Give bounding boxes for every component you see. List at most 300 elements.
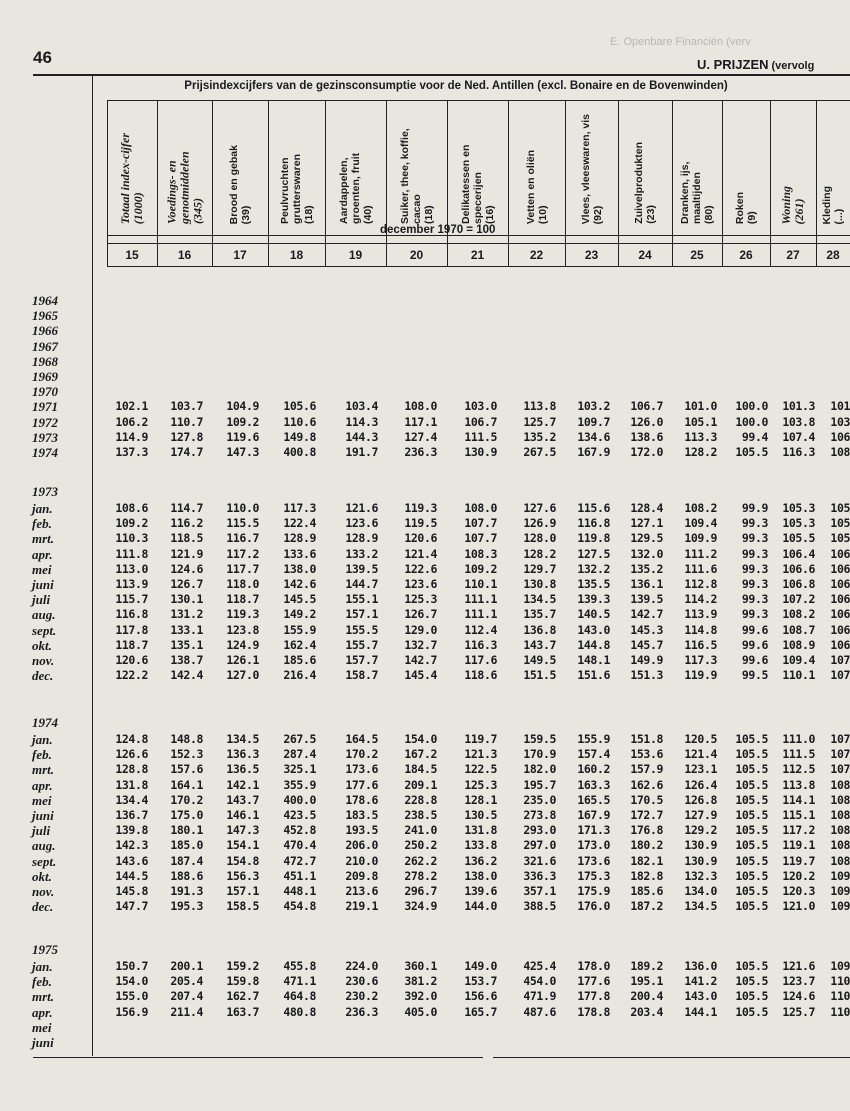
table-cell: 106 — [830, 561, 850, 576]
row-label-month: mrt. — [32, 531, 55, 547]
table-cell: 293.0 — [523, 823, 556, 838]
table-cell: 119.3 — [404, 501, 437, 515]
table-cell: 127.0 — [226, 668, 259, 683]
table-cell: 111.1 — [464, 592, 497, 607]
table-cell: 451.1 — [283, 868, 316, 883]
table-cell: 99.3 — [741, 531, 768, 546]
table-cell: 116.8 — [577, 516, 610, 531]
row-label-month: okt. — [32, 637, 52, 653]
table-cell: 105.5 — [735, 974, 768, 989]
table-cell: 99.6 — [741, 637, 768, 652]
column-header-weight: (39) — [240, 205, 252, 224]
table-cell: 114.3 — [345, 414, 378, 429]
table-cell: 110.3 — [115, 531, 148, 546]
table-cell: 105.5 — [735, 747, 768, 762]
table-cell: 182.1 — [630, 853, 663, 868]
table-cell: 119.9 — [684, 668, 717, 683]
table-cell: 132.7 — [404, 637, 437, 652]
table-cell: 144.3 — [345, 429, 378, 444]
table-cell: 100.0 — [735, 414, 768, 429]
table-cell: 144.7 — [345, 577, 378, 591]
table-cell: 117.6 — [464, 653, 497, 667]
table-cell: 136.1 — [630, 577, 663, 591]
table-cell: 423.5 — [283, 808, 316, 822]
table-cell: 487.6 — [523, 1004, 556, 1019]
table-cell: 116.8 — [115, 607, 148, 622]
table-cell: 236.3 — [345, 1004, 378, 1019]
table-cell: 142.3 — [115, 838, 148, 853]
table-cell: 128.8 — [115, 762, 148, 777]
table-cell: 120.6 — [115, 653, 148, 667]
column-header-label: Woning — [779, 185, 793, 224]
table-cell: 118.0 — [226, 577, 259, 591]
row-label-month: feb. — [32, 974, 52, 990]
table-cell: 125.3 — [404, 592, 437, 607]
section-title — [697, 57, 814, 72]
table-cell: 105.5 — [735, 792, 768, 807]
table-cell: 191.7 — [345, 445, 378, 459]
table-cell: 113.8 — [523, 399, 556, 414]
column-header-label: Vetten en oliën — [524, 149, 537, 224]
table-cell: 145.7 — [630, 637, 663, 652]
table-cell: 135.2 — [523, 429, 556, 444]
row-label-month: juni — [32, 577, 54, 592]
table-cell: 162.7 — [226, 989, 259, 1004]
table-cell: 267.5 — [523, 445, 556, 459]
table-cell: 105.5 — [735, 838, 768, 853]
table-cell: 135.5 — [577, 577, 610, 591]
table-cell: 180.1 — [170, 823, 203, 838]
table-cell: 117.2 — [782, 823, 815, 838]
table-cell: 207.4 — [170, 989, 203, 1004]
table-cell: 464.8 — [283, 989, 316, 1004]
table-cell: 108 — [830, 445, 850, 459]
table-cell: 262.2 — [404, 853, 437, 868]
table-cell: 117.2 — [226, 546, 259, 561]
table-cell: 107 — [830, 732, 850, 746]
table-cell: 124.8 — [115, 732, 148, 746]
table-cell: 143.7 — [226, 792, 259, 807]
table-cell: 126.9 — [523, 516, 556, 531]
table-cell: 105.5 — [735, 777, 768, 792]
table-cell: 133.1 — [170, 622, 203, 637]
table-cell: 103.7 — [170, 399, 203, 414]
row-label-month: juli — [32, 592, 51, 608]
table-cell: 144.0 — [464, 899, 497, 914]
table-cell: 105 — [830, 516, 850, 531]
table-cell: 109 — [830, 868, 850, 883]
table-cell: 157.7 — [345, 653, 378, 667]
table-cell: 114.9 — [115, 429, 148, 444]
table-cell: 120.5 — [684, 732, 717, 746]
table-cell: 110.1 — [464, 577, 497, 591]
column-header-label: Suiker, thee, koffie, cacao — [398, 128, 423, 224]
column-number: 21 — [470, 248, 485, 262]
table-cell: 132.0 — [630, 546, 663, 561]
table-cell: 452.8 — [283, 823, 316, 838]
table-cell: 136.3 — [226, 747, 259, 762]
table-cell: 324.9 — [404, 899, 437, 914]
table-cell: 180.2 — [630, 838, 663, 853]
table-cell: 170.5 — [630, 792, 663, 807]
column-header — [722, 110, 770, 230]
table-cell: 99.3 — [741, 607, 768, 622]
table-cell: 107.4 — [782, 429, 815, 444]
table-cell: 110.6 — [283, 414, 316, 429]
table-cell: 113.9 — [684, 607, 717, 622]
column-number: 18 — [289, 248, 304, 262]
table-cell: 115.5 — [226, 516, 259, 531]
table-cell: 219.1 — [345, 899, 378, 914]
table-cell: 165.5 — [577, 792, 610, 807]
table-cell: 325.1 — [283, 762, 316, 777]
table-cell: 119.8 — [577, 531, 610, 546]
table-cell: 278.2 — [404, 868, 437, 883]
table-cell: 200.1 — [170, 959, 203, 973]
table-cell: 360.1 — [404, 959, 437, 973]
table-cell: 155.0 — [115, 989, 148, 1004]
table-cell: 236.3 — [404, 445, 437, 459]
row-label-month: feb. — [32, 516, 52, 532]
table-cell: 135.7 — [523, 607, 556, 622]
table-cell: 175.3 — [577, 868, 610, 883]
table-cell: 128.2 — [684, 445, 717, 459]
table-cell: 119.7 — [782, 853, 815, 868]
table-cell: 125.3 — [464, 777, 497, 792]
table-cell: 129.2 — [684, 823, 717, 838]
table-cell: 105.5 — [735, 959, 768, 973]
table-cell: 287.4 — [283, 747, 316, 762]
table-cell: 118.7 — [226, 592, 259, 607]
table-cell: 106 — [830, 546, 850, 561]
table-cell: 133.6 — [283, 546, 316, 561]
table-cell: 480.8 — [283, 1004, 316, 1019]
table-cell: 107.7 — [464, 531, 497, 546]
table-cell: 388.5 — [523, 899, 556, 914]
table-cell: 203.4 — [630, 1004, 663, 1019]
row-label-month: jan. — [32, 732, 53, 747]
table-cell: 108 — [830, 838, 850, 853]
table-cell: 108 — [830, 853, 850, 868]
table-cell: 117.3 — [684, 653, 717, 667]
table-cell: 99.3 — [741, 592, 768, 607]
row-label-month: mei — [32, 1019, 52, 1035]
table-cell: 105.5 — [735, 884, 768, 898]
table-cell: 138.6 — [630, 429, 663, 444]
table-cell: 130.5 — [464, 808, 497, 822]
table-cell: 143.6 — [115, 853, 148, 868]
row-label-month: mei — [32, 792, 52, 808]
table-cell: 122.4 — [283, 516, 316, 531]
row-label-month: jan. — [32, 501, 53, 516]
table-cell: 106 — [830, 429, 850, 444]
table-cell: 425.4 — [523, 959, 556, 973]
table-cell: 110.1 — [782, 668, 815, 683]
table-cell: 121.3 — [464, 747, 497, 762]
table-cell: 184.5 — [404, 762, 437, 777]
column-header — [386, 110, 447, 230]
table-cell: 144.8 — [577, 637, 610, 652]
table-cell: 228.8 — [404, 792, 437, 807]
column-header-weight: (18) — [302, 205, 315, 224]
table-cell: 142.7 — [630, 607, 663, 622]
table-cell: 128.2 — [523, 546, 556, 561]
table-cell: 142.7 — [404, 653, 437, 667]
table-cell: 105.5 — [735, 808, 768, 822]
table-cell: 112.4 — [464, 622, 497, 637]
table-cell: 136.0 — [684, 959, 717, 973]
table-cell: 159.5 — [523, 732, 556, 746]
table-cell: 454.8 — [283, 899, 316, 914]
table-cell: 101.0 — [684, 399, 717, 414]
section-title-main: U. PRIJZEN — [697, 57, 769, 72]
table-cell: 105 — [830, 501, 850, 515]
table-cell: 154.0 — [404, 732, 437, 746]
table-cell: 164.1 — [170, 777, 203, 792]
top-rule — [33, 74, 850, 76]
table-cell: 471.9 — [523, 989, 556, 1004]
table-cell: 103 — [830, 414, 850, 429]
table-cell: 134.0 — [684, 884, 717, 898]
row-label-month: nov. — [32, 653, 55, 668]
table-cell: 123.6 — [345, 516, 378, 531]
table-cell: 105.5 — [735, 762, 768, 777]
table-cell: 157.4 — [577, 747, 610, 762]
table-title: Prijsindexcijfers van de gezinsconsumptie voor de Ned. Antillen (excl. Bonaire en de Bovenwinden) — [184, 80, 728, 92]
table-cell: 176.0 — [577, 899, 610, 914]
column-header-label: Zuivelprodukten — [633, 142, 645, 224]
table-cell: 145.8 — [115, 884, 148, 898]
column-header-weight: (80) — [703, 205, 715, 224]
table-cell: 123.8 — [226, 622, 259, 637]
table-cell: 170.2 — [170, 792, 203, 807]
table-cell: 153.6 — [630, 747, 663, 762]
section-title-sub: (vervolg — [771, 60, 815, 72]
column-number: 26 — [739, 248, 753, 262]
table-cell: 157.1 — [345, 607, 378, 622]
table-cell: 104.9 — [226, 399, 259, 414]
table-cell: 392.0 — [404, 989, 437, 1004]
table-cell: 106.6 — [782, 561, 815, 576]
table-cell: 138.7 — [170, 653, 203, 667]
table-cell: 107.2 — [782, 592, 815, 607]
table-cell: 121.4 — [684, 747, 717, 762]
column-header-label: Peulvruchten grutterswaren — [278, 153, 303, 224]
table-cell: 224.0 — [345, 959, 378, 973]
table-cell: 105.5 — [735, 445, 768, 459]
table-cell: 108.7 — [782, 622, 815, 637]
row-label-month: sept. — [32, 622, 57, 638]
table-cell: 143.7 — [523, 637, 556, 652]
page-number: 46 — [33, 48, 52, 67]
column-header — [508, 110, 565, 230]
table-cell: 116.7 — [226, 531, 259, 546]
table-cell: 115.7 — [115, 592, 148, 607]
table-cell: 185.6 — [630, 884, 663, 898]
column-header — [212, 110, 268, 230]
column-number: 16 — [177, 248, 192, 262]
base-label: december 1970 = 100 — [380, 224, 496, 236]
table-cell: 209.1 — [404, 777, 437, 792]
column-header — [268, 110, 325, 230]
table-cell: 109.2 — [115, 516, 148, 531]
column-header-label: Roken — [734, 191, 746, 224]
table-cell: 122.5 — [464, 762, 497, 777]
table-cell: 99.5 — [741, 668, 768, 683]
table-cell: 118.7 — [115, 637, 148, 652]
table-cell: 143.0 — [684, 989, 717, 1004]
table-cell: 132.3 — [684, 868, 717, 883]
table-cell: 105.5 — [735, 732, 768, 746]
table-cell: 106.4 — [782, 546, 815, 561]
bottom-rule-left — [33, 1057, 483, 1058]
table-cell: 167.9 — [577, 445, 610, 459]
table-cell: 105.5 — [782, 531, 815, 546]
table-cell: 128.1 — [464, 792, 497, 807]
table-cell: 167.2 — [404, 747, 437, 762]
table-cell: 111.5 — [782, 747, 815, 762]
table-cell: 130.9 — [684, 838, 717, 853]
table-cell: 114.2 — [684, 592, 717, 607]
table-cell: 110 — [830, 974, 850, 989]
table-cell: 108.0 — [464, 501, 497, 515]
table-cell: 128.4 — [630, 501, 663, 515]
table-cell: 448.1 — [283, 884, 316, 898]
bottom-rule-right — [493, 1057, 850, 1058]
table-cell: 105.5 — [735, 868, 768, 883]
table-cell: 106.2 — [115, 414, 148, 429]
table-cell: 175.0 — [170, 808, 203, 822]
table-cell: 178.6 — [345, 792, 378, 807]
table-cell: 146.1 — [226, 808, 259, 822]
table-cell: 106 — [830, 577, 850, 591]
table-cell: 125.7 — [523, 414, 556, 429]
table-cell: 185.0 — [170, 838, 203, 853]
table-cell: 148.1 — [577, 653, 610, 667]
table-cell: 126.7 — [170, 577, 203, 591]
table-cell: 116.3 — [782, 445, 815, 459]
table-cell: 105.5 — [735, 823, 768, 838]
table-cell: 151.6 — [577, 668, 610, 683]
table-cell: 126.8 — [684, 792, 717, 807]
row-label-month: dec. — [32, 668, 54, 684]
column-header-weight: (16) — [483, 205, 496, 224]
table-cell: 162.4 — [283, 637, 316, 652]
table-cell: 158.5 — [226, 899, 259, 914]
row-label-month: nov. — [32, 884, 55, 899]
table-cell: 134.5 — [226, 732, 259, 746]
table-cell: 108 — [830, 823, 850, 838]
table-cell: 154.1 — [226, 838, 259, 853]
row-label-month: sept. — [32, 853, 57, 869]
table-cell: 127.6 — [523, 501, 556, 515]
table-cell: 173.6 — [577, 853, 610, 868]
table-cell: 119.6 — [226, 429, 259, 444]
column-number: 17 — [233, 248, 247, 262]
column-header-label: Delikatessen en specerijen — [459, 144, 484, 224]
column-header-weight: (40) — [361, 205, 374, 224]
table-cell: 151.3 — [630, 668, 663, 683]
table-cell: 171.3 — [577, 823, 610, 838]
column-header-weight: (261) — [792, 198, 806, 224]
row-label-month: mei — [32, 561, 52, 577]
table-cell: 114.1 — [782, 792, 815, 807]
table-cell: 200.4 — [630, 989, 663, 1004]
table-cell: 128.0 — [523, 531, 556, 546]
table-cell: 109 — [830, 884, 850, 898]
column-number: 23 — [584, 248, 599, 262]
row-label-month: jan. — [32, 959, 53, 974]
table-cell: 139.3 — [577, 592, 610, 607]
column-header-weight: (18) — [422, 205, 435, 224]
table-cell: 355.9 — [283, 777, 316, 792]
table-cell: 136.5 — [226, 762, 259, 777]
table-cell: 109 — [830, 959, 850, 973]
column-header — [565, 110, 618, 230]
table-cell: 155.9 — [283, 622, 316, 637]
table-cell: 109.4 — [684, 516, 717, 531]
column-header-weight: (...) — [833, 208, 845, 224]
column-number: 22 — [529, 248, 544, 262]
table-cell: 134.5 — [684, 899, 717, 914]
table-cell: 149.5 — [523, 653, 556, 667]
table-cell: 297.0 — [523, 838, 556, 853]
table-cell: 118.6 — [464, 668, 497, 683]
table-cell: 109.2 — [226, 414, 259, 429]
column-number: 25 — [690, 248, 704, 262]
table-cell: 321.6 — [523, 853, 556, 868]
table-cell: 235.0 — [523, 792, 556, 807]
table-cell: 122.2 — [115, 668, 148, 683]
table-cell: 129.0 — [404, 622, 437, 637]
table-cell: 119.1 — [782, 838, 815, 853]
table-cell: 145.4 — [404, 668, 437, 683]
table-cell: 110 — [830, 1004, 850, 1019]
row-label-month: juni — [32, 1035, 54, 1050]
table-cell: 123.6 — [404, 577, 437, 591]
table-cell: 182.0 — [523, 762, 556, 777]
table-cell: 106.7 — [464, 414, 497, 429]
table-cell: 191.3 — [170, 884, 203, 898]
table-cell: 296.7 — [404, 884, 437, 898]
table-cell: 178.8 — [577, 1004, 610, 1019]
table-cell: 133.8 — [464, 838, 497, 853]
row-label-month: aug. — [32, 607, 56, 623]
table-cell: 119.3 — [226, 607, 259, 622]
column-header — [157, 110, 212, 230]
table-cell: 159.2 — [226, 959, 259, 973]
table-cell: 116.3 — [464, 637, 497, 652]
table-cell: 122.6 — [404, 561, 437, 576]
table-cell: 131.8 — [115, 777, 148, 792]
table-cell: 116.5 — [684, 637, 717, 652]
title-rule — [107, 100, 850, 101]
table-cell: 170.2 — [345, 747, 378, 762]
row-label-month: juli — [32, 823, 51, 839]
table-cell: 174.7 — [170, 445, 203, 459]
table-cell: 124.9 — [226, 637, 259, 652]
column-number: 24 — [638, 248, 652, 262]
table-cell: 99.6 — [741, 622, 768, 637]
table-cell: 99.6 — [741, 653, 768, 667]
column-header-weight: (10) — [536, 205, 549, 224]
table-cell: 156.3 — [226, 868, 259, 883]
table-cell: 105.1 — [684, 414, 717, 429]
table-cell: 110 — [830, 989, 850, 1004]
table-cell: 405.0 — [404, 1004, 437, 1019]
table-cell: 185.6 — [283, 653, 316, 667]
column-header-weight: (92) — [591, 205, 604, 224]
